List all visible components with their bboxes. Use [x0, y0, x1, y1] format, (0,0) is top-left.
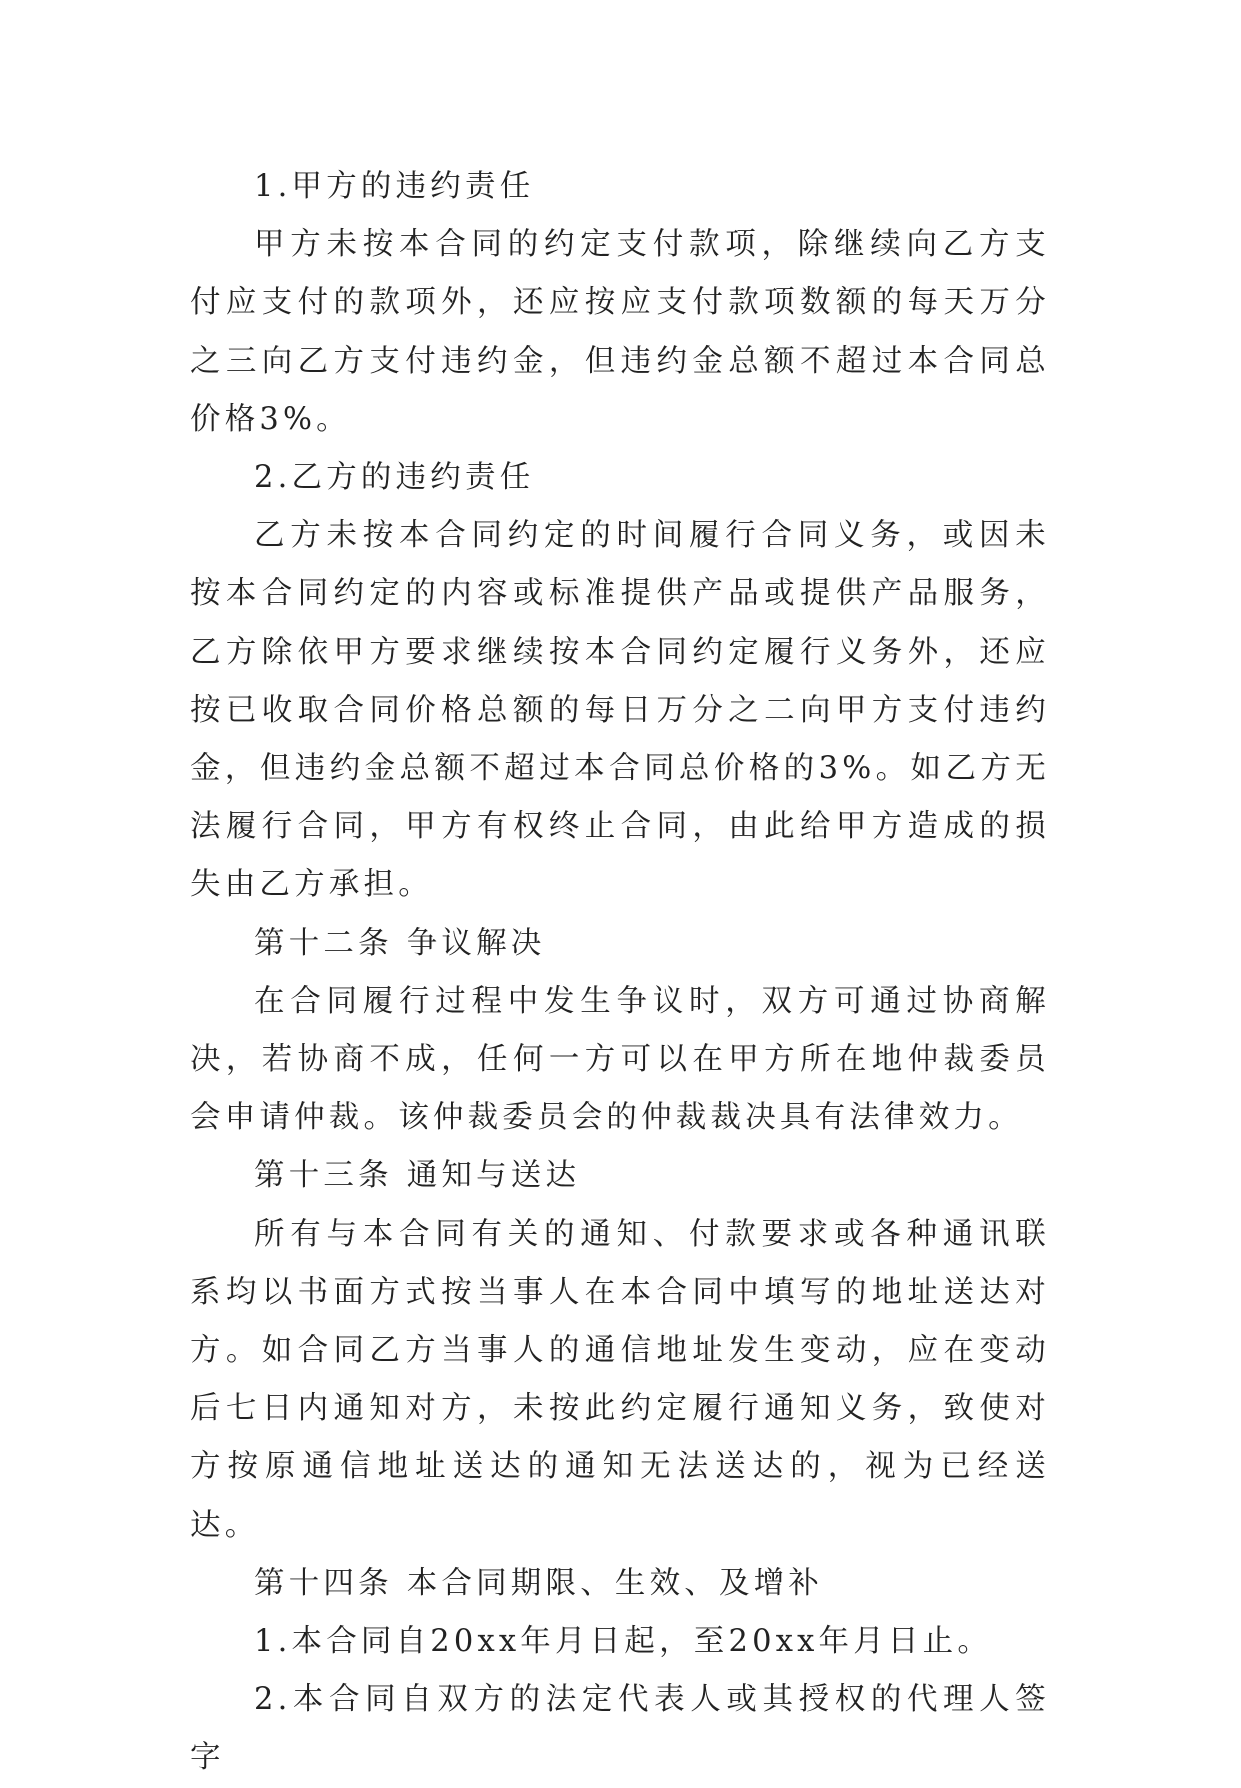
- clause-party-b-liability-text: 乙方未按本合同约定的时间履行合同义务，或因未按本合同约定的内容或标准提供产品或提供产品服务，乙方除依甲方要求继续按本合同约定履行义务外，还应按已收取合同价格总额的每日万分之二向甲方支付违约金，但违约金总额不超过本合同总价格的3%。如乙方无法履行合同，甲方有权终止合同，由此给甲方造成的损失由乙方承担。: [190, 518, 1050, 903]
- clause-party-b-liability-heading: 2.乙方的违约责任: [254, 460, 535, 496]
- document-body: [190, 158, 1050, 1788]
- clause-party-a-liability-text: 甲方未按本合同的约定支付款项，除继续向乙方支付应支付的款项外，还应按应支付款项数额的每天万分之三向乙方支付违约金，但违约金总额不超过本合同总价格3%。: [190, 227, 1050, 437]
- article-14-item-1: 1.本合同自20xx年月日起，至20xx年月日止。: [254, 1624, 993, 1660]
- article-12-heading: 第十二条 争议解决: [254, 925, 546, 961]
- clause-party-a-liability-heading: 1.甲方的违约责任: [254, 169, 535, 204]
- article-14-item-2: 2.本合同自双方的法定代表人或其授权的代理人签字: [190, 1682, 1050, 1776]
- article-14-heading: 第十四条 本合同期限、生效、及增补: [254, 1565, 824, 1601]
- article-13-heading: 第十三条 通知与送达: [254, 1158, 581, 1194]
- article-13-text: 所有与本合同有关的通知、付款要求或各种通讯联系均以书面方式按当事人在本合同中填写的地址送达对方。如合同乙方当事人的通信地址发生变动，应在变动后七日内通知对方，未按此约定履行通知义务，致使对方按原通信地址送达的通知无法送达的，视为已经送达。: [190, 1216, 1050, 1543]
- article-12-text: 在合同履行过程中发生争议时，双方可通过协商解决，若协商不成，任何一方可以在甲方所在地仲裁委员会申请仲裁。该仲裁委员会的仲裁裁决具有法律效力。: [190, 983, 1050, 1136]
